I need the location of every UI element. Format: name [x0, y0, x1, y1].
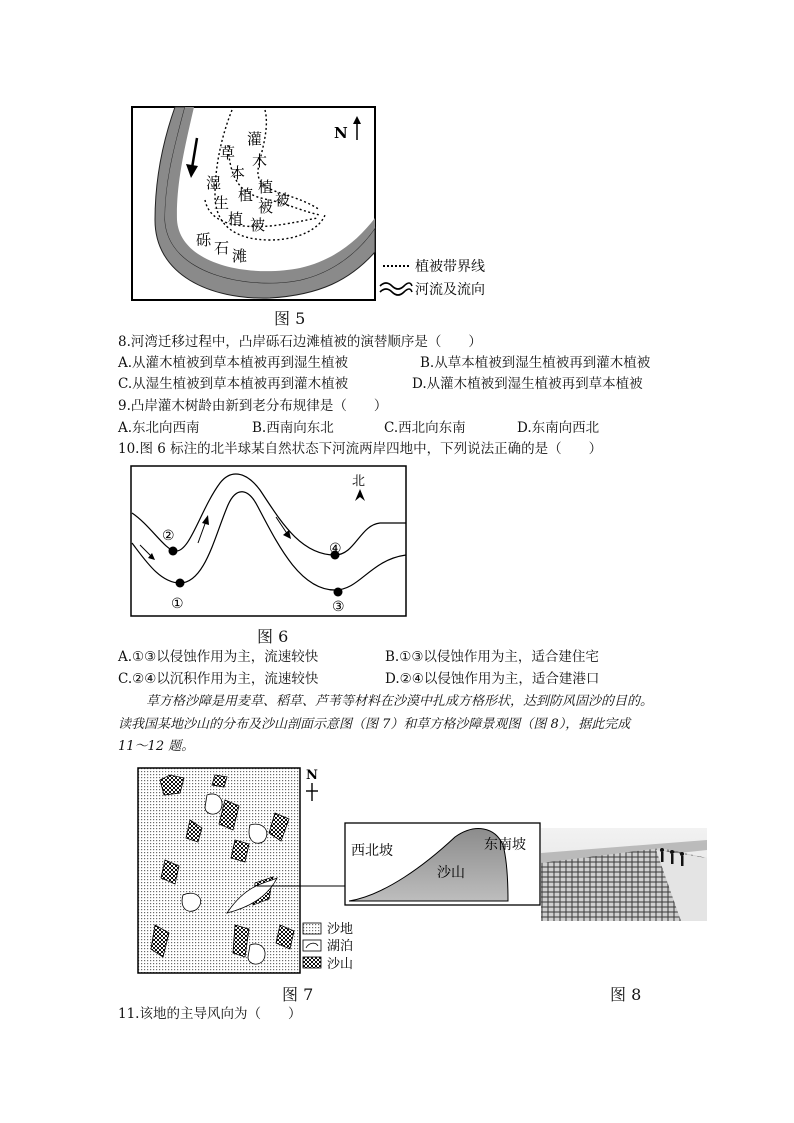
dune-label: 沙山 [437, 865, 465, 881]
figure-7 [135, 765, 545, 980]
question-9-option-c[interactable]: C.西北向东南 [384, 420, 466, 436]
question-10-option-c[interactable]: C.②④以沉积作用为主，流速较快 [118, 671, 319, 687]
legend-lake-label: 湖泊 [327, 939, 354, 954]
figure-6-map [130, 465, 410, 620]
gravel-char-1: 砾 [196, 231, 212, 249]
question-8-option-b[interactable]: B.从草本植被到湿生植被再到灌木植被 [420, 355, 651, 371]
figure-6 [130, 465, 410, 620]
question-10-option-b[interactable]: B.①③以侵蚀作用为主，适合建住宅 [385, 649, 599, 665]
herb-char-1: 草 [220, 144, 236, 162]
question-10-stem: 10.图 6 标注的北半球某自然状态下河流两岸四地中，下列说法正确的是（ ） [118, 441, 603, 457]
legend-river-label: 河流及流向 [415, 282, 485, 298]
question-10-option-a[interactable]: A.①③以侵蚀作用为主，流速较快 [118, 649, 319, 665]
figure-5 [120, 100, 520, 305]
point-2 [169, 547, 178, 556]
herb-char-2: 本 [230, 164, 246, 182]
legend-dune-swatch [303, 957, 321, 968]
legend-sand-swatch [303, 923, 321, 934]
north-label: N [334, 124, 348, 142]
wet-char-4: 被 [250, 216, 266, 234]
straw-checkerboard-photo [541, 828, 707, 921]
wet-char-2: 生 [214, 194, 230, 212]
se-slope-label: 东南坡 [484, 837, 526, 853]
figure-7-map [135, 765, 545, 980]
question-9-option-d[interactable]: D.东南向西北 [517, 420, 600, 436]
point-1 [176, 579, 185, 588]
legend-sand-label: 沙地 [327, 922, 354, 937]
north-label: N [306, 768, 318, 783]
legend-lake-swatch [303, 940, 321, 951]
passage-line-3: 11～12 题。 [118, 739, 195, 754]
figure-7-caption: 图 7 [282, 985, 314, 1004]
point-4-label: ④ [329, 541, 342, 557]
figure-6-caption: 图 6 [257, 627, 289, 646]
figure-8-photo [541, 828, 707, 921]
north-label: 北 [352, 474, 366, 489]
wet-char-3: 植 [228, 210, 244, 228]
question-8-stem: 8.河湾迁移过程中，凸岸砾石边滩植被的演替顺序是（ ） [118, 334, 482, 350]
shrub-char-3: 植 [258, 178, 274, 196]
gravel-char-2: 石 [214, 239, 230, 257]
nw-slope-label: 西北坡 [351, 843, 393, 859]
passage-line-1: 草方格沙障是用麦草、稻草、芦苇等材料在沙漠中扎成方格形状，达到防风固沙的目的。 [146, 694, 654, 709]
point-3-label: ③ [332, 599, 345, 615]
point-1-label: ① [171, 596, 184, 612]
question-8-option-d[interactable]: D.从灌木植被到湿生植被再到草本植被 [412, 376, 643, 392]
question-9-option-a[interactable]: A.东北向西南 [118, 420, 200, 436]
question-9-stem: 9.凸岸灌木树龄由新到老分布规律是（ ） [118, 398, 388, 414]
herb-char-4: 被 [258, 198, 274, 216]
shrub-char-4: 被 [275, 191, 291, 209]
legend-dune-label: 沙山 [327, 957, 354, 972]
question-9-option-b[interactable]: B.西南向东北 [252, 420, 334, 436]
question-11-stem: 11.该地的主导风向为（ ） [118, 1006, 302, 1022]
gravel-char-3: 滩 [232, 247, 248, 265]
point-2-label: ② [162, 528, 175, 544]
shrub-char-1: 灌 [247, 130, 263, 148]
question-8-option-a[interactable]: A.从灌木植被到草本植被再到湿生植被 [118, 355, 349, 371]
legend-river-swatch [380, 283, 412, 295]
legend-boundary-label: 植被带界线 [415, 259, 485, 275]
shrub-char-2: 木 [252, 152, 268, 170]
point-3 [334, 588, 343, 597]
figure-5-map [120, 100, 520, 305]
figure-5-caption: 图 5 [274, 309, 306, 328]
question-8-option-c[interactable]: C.从湿生植被到草本植被再到灌木植被 [118, 376, 349, 392]
herb-char-3: 植 [238, 186, 254, 204]
wet-char-1: 湿 [206, 174, 222, 192]
question-10-option-d[interactable]: D.②④以侵蚀作用为主，适合建港口 [385, 671, 600, 687]
passage-line-2: 读我国某地沙山的分布及沙山剖面示意图（图 7）和草方格沙障景观图（图 8），据此完成 [118, 717, 631, 732]
figure-8-caption: 图 8 [610, 985, 642, 1004]
